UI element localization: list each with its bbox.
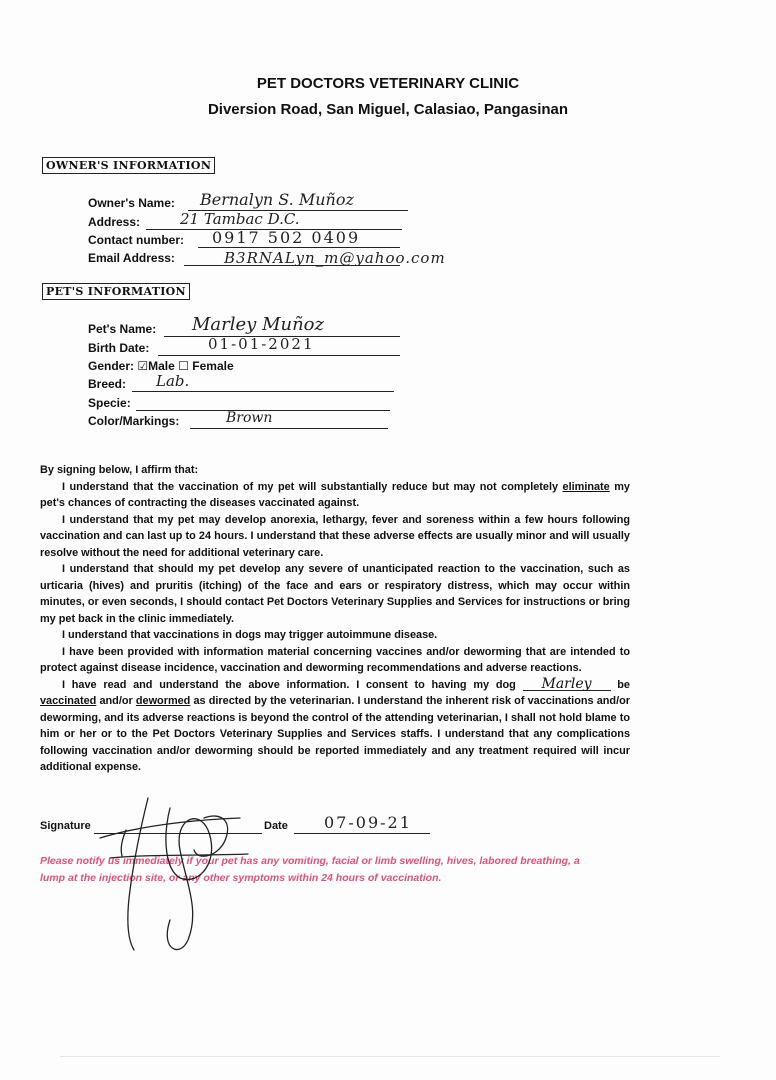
contact-line [198,247,400,248]
breed-value: Lab. [156,372,190,390]
breed-label: Breed: [88,377,127,391]
pet-name-value: Marley Muñoz [192,314,325,335]
email-label: Email Address: [88,251,175,265]
birth-date-value: 01-01-2021 [208,335,315,353]
aftercare-notice: Please notify us immediately if your pet has any vomiting, facial or limb swelling, hives, labored breathing, a lump at the injection site, or any other symptoms within 24 hours of vaccination. [40,855,580,884]
address-value: 21 Tambac D.C. [180,210,300,228]
color-value: Brown [226,410,273,426]
page-edge-divider [60,1056,720,1057]
specie-label: Specie: [88,396,131,410]
birth-date-label: Birth Date: [88,341,150,355]
contact-value: 0917 502 0409 [212,228,361,247]
signature-label: Signature [40,820,91,832]
breed-line [132,391,394,392]
owner-name-value: Bernalyn S. Muñoz [200,190,354,209]
email-value: B3RNALyn_m@yahoo.com [224,249,446,267]
pet-section-title: PET'S INFORMATION [42,283,190,300]
contact-label: Contact number: [88,233,184,247]
gender-label: Gender: [88,359,135,373]
handwritten-signature [70,790,270,960]
color-label: Color/Markings: [88,414,180,428]
female-label: Female [192,359,234,373]
consent-paragraph-1: I understand that the vaccination of my pet will substantially reduce but may not completely eliminate my pet's chances of contracting the diseases vaccinated against. [40,480,630,509]
consent-paragraph-6: I have read and understand the above information. I consent to having my dog Marley be vaccinated and/or dewormed as directed by the veterinarian. I understand the inherent risk of vaccinations and/or deworming, and its adverse reactions is beyond the control of the attending veterinarian, I shall not hold blame to him or her or to the Pet Doctors Veterinary Supplies and Services staffs. I understand that any complications following vaccination and/or deworming should be reported immediately and any treatment required will incur additional expense. [40,675,630,773]
consent-paragraph-4: I understand that vaccinations in dogs may trigger autoimmune disease. [62,629,438,641]
owner-section-title: OWNER'S INFORMATION [42,157,215,174]
consent-paragraph-3: I understand that should my pet develop any severe of unanticipated reaction to the vaccination, such as urticaria (hives) and pruritis (itching) of the face and ears or respiratory distress, which may occur within minutes, or even seconds, I should contact Pet Doctors Veterinary Supplies and Services for instructions or bring my pet back in the clinic immediately. [40,563,630,625]
dog-name-value: Marley [523,678,611,691]
date-value: 07-09-21 [324,813,412,832]
clinic-name: PET DOCTORS VETERINARY CLINIC [256,75,520,92]
pet-name-label: Pet's Name: [88,322,157,336]
male-label: Male [148,359,175,373]
date-line[interactable] [294,833,430,834]
consent-paragraph-2: I understand that my pet may develop anorexia, lethargy, fever and soreness within a few hours following vaccination and can last up to 24 hours. I understand that these adverse effects are usually minor and will usually resolve without the need for additional veterinary care. [40,513,630,559]
date-label: Date [264,820,288,832]
consent-intro: By signing below, I affirm that: [40,464,199,476]
color-line [190,428,388,429]
female-checkbox[interactable]: ☐ [178,359,189,373]
address-label: Address: [88,215,141,229]
male-checkbox[interactable]: ☑ [137,359,149,373]
gender-row [88,359,234,373]
consent-statement [40,462,630,776]
clinic-address: Diversion Road, San Miguel, Calasiao, Pangasinan [207,101,569,118]
birth-date-line [158,355,400,356]
consent-paragraph-5: I have been provided with information material concerning vaccines and/or deworming that are intended to protect against disease incidence, vaccination and deworming recommendations and adverse reactions. [40,645,630,674]
owner-name-label: Owner's Name: [88,196,175,210]
